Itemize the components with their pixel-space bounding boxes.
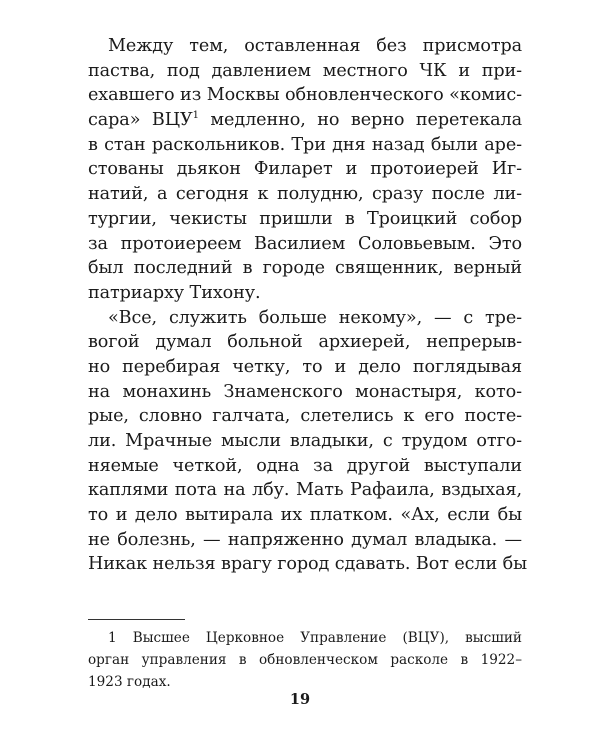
page-number: 19 (289, 691, 311, 708)
text-line: ли. Мрачные мысли владыки, с трудом отго- (88, 431, 522, 451)
footnote (88, 627, 522, 693)
text-line: то и дело вытирала их платком. «Ах, если бы (88, 505, 522, 526)
text-line: рые, словно галчата, слетелись к его посте- (88, 406, 522, 427)
text-line (88, 108, 522, 133)
text-line-part: медленно, но верно перетекала (198, 110, 522, 131)
text-line: тургии, чекисты пришли в Троицкий собор (88, 208, 522, 229)
text-line-part: сара» ВЦУ (88, 110, 193, 131)
text-line: за протоиереем Василием Соловьевым. Это (88, 233, 522, 254)
text-line: Между тем, оставленная без присмотра (108, 36, 522, 56)
text-line: натий, а сегодня к полудню, сразу после ли- (88, 184, 522, 205)
text-line: в стан раскольников. Три дня назад были аре- (88, 134, 522, 155)
text-line: был последний в городе священник, верный (88, 258, 522, 279)
text-line: стованы дьякон Филарет и протоиерей Иг- (88, 159, 522, 180)
footnote-line: 1 Высшее Церковное Управление (ВЦУ), высший (108, 630, 522, 646)
footnote-divider (88, 619, 185, 620)
text-line: каплями пота на лбу. Мать Рафаила, вздыхая, (88, 480, 522, 501)
footnote-line: орган управления в обновленческом расколе в 1922– (88, 652, 522, 668)
text-line: паства, под давлением местного ЧК и при- (88, 60, 522, 81)
text-line: патриарху Тихону. (88, 282, 261, 303)
text-line: Никак нельзя врагу город сдавать. Вот если бы (88, 554, 528, 575)
body-text (88, 34, 528, 577)
text-line: «Все, служить больше некому», — с тре- (108, 307, 522, 328)
text-line: няемые четкой, одна за другой выступали (88, 455, 522, 476)
text-line: не болезнь, — напряженно думал владыка. — (88, 529, 522, 550)
text-line: но перебирая четку, то и дело поглядывая (88, 356, 522, 377)
footnote-reference: 1 (192, 110, 199, 122)
footnote-line: 1923 годах. (88, 674, 171, 690)
text-line: вогой думал больной архиерей, непрерыв- (88, 332, 522, 353)
text-line: на монахинь Знаменского монастыря, кото- (88, 381, 522, 402)
text-line: ехавшего из Москвы обновленческого «комис- (88, 85, 522, 106)
